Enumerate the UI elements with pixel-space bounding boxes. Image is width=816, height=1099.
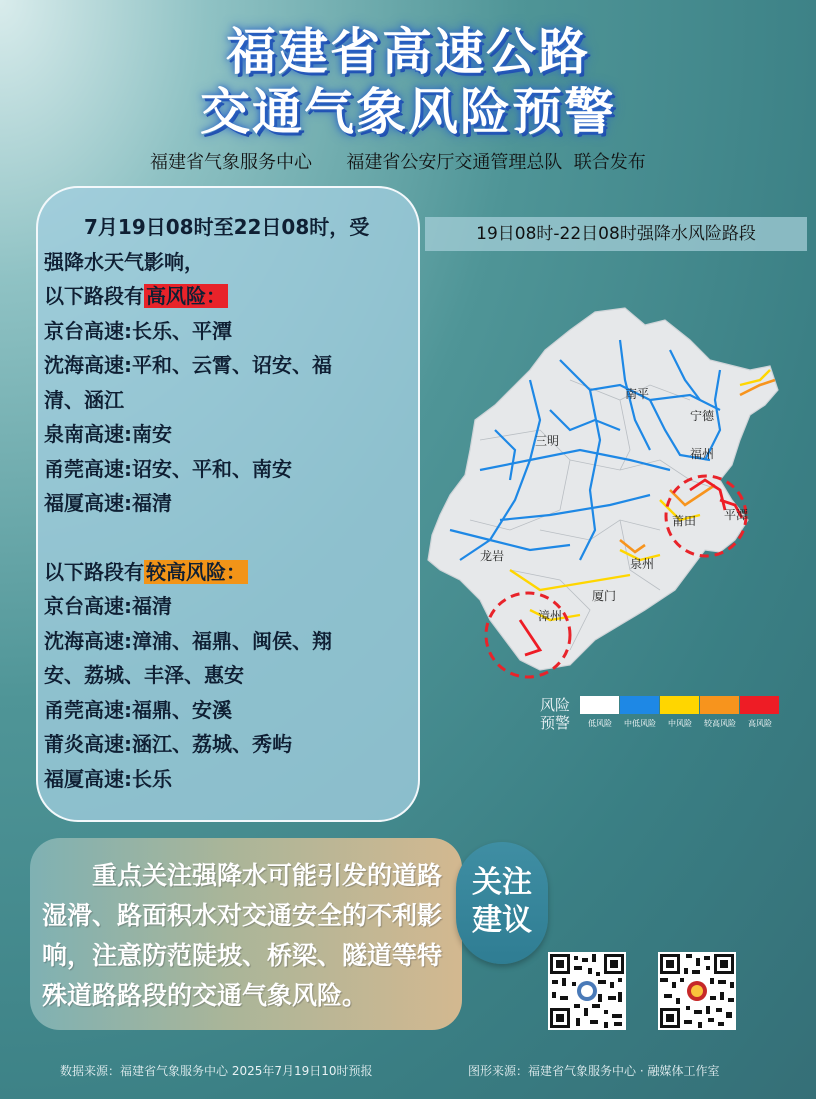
legend-text-low-mid: 中低风险 <box>624 719 656 728</box>
legend-label-1: 风险 <box>540 696 571 714</box>
medium-risk-heading <box>44 555 412 590</box>
medium-risk-item: 莆炎高速:涵江、荔城、秀屿 <box>44 732 292 756</box>
high-risk-heading <box>44 279 412 314</box>
medium-risk-item: 沈海高速:漳浦、福鼎、闽侯、翔 <box>44 628 332 653</box>
city-label-putian: 莆田 <box>672 514 697 528</box>
warning-text <box>44 210 412 796</box>
province-outline <box>428 308 778 670</box>
city-label-pingtan: 平潭 <box>724 508 749 522</box>
legend-swatch-low <box>580 696 619 714</box>
legend-swatch-higher <box>700 696 739 714</box>
city-label-nanping: 南平 <box>625 387 650 401</box>
legend-text-medium: 中风险 <box>668 719 692 728</box>
city-label-fuzhou: 福州 <box>690 447 715 461</box>
medium-risk-item: 安、荔城、丰泽、惠安 <box>44 663 244 687</box>
high-risk-item: 京台高速:长乐、平潭 <box>44 318 232 343</box>
high-risk-item: 福厦高速:福清 <box>44 491 172 515</box>
legend-swatch-medium <box>660 696 699 714</box>
medium-risk-prefix: 以下路段有 <box>44 559 144 584</box>
city-label-quanzhou: 泉州 <box>630 557 655 571</box>
legend-swatch-low-mid <box>620 696 659 714</box>
city-label-sanming: 三明 <box>535 434 560 448</box>
advice-badge-line-2: 建议 <box>472 903 532 938</box>
high-risk-item: 沈海高速:平和、云霄、诏安、福 <box>44 353 332 377</box>
footer-graphic-source: 图形来源：福建省气象服务中心 · 融媒体工作室 <box>468 1064 720 1078</box>
fujian-risk-map <box>420 290 790 690</box>
medium-risk-item: 甬莞高速:福鼎、安溪 <box>44 697 232 722</box>
advice-badge-line-1: 关注 <box>472 865 532 900</box>
legend-text-low: 低风险 <box>588 719 612 728</box>
high-risk-prefix: 以下路段有 <box>44 284 144 308</box>
title-line-1: 福建省高速公路 <box>226 23 590 81</box>
city-label-ningde: 宁德 <box>690 409 715 423</box>
medium-risk-item: 京台高速:福清 <box>44 594 172 618</box>
legend-swatch-high <box>740 696 779 714</box>
warning-panel <box>36 186 420 822</box>
high-risk-item: 甬莞高速:诏安、平和、南安 <box>44 456 292 481</box>
advice-text: 重点关注强降水可能引发的道路湿滑、路面积水对交通安全的不利影响，注意防范陡坡、桥梁、隧道等特殊道路路段的交通气象风险。 <box>42 861 443 1010</box>
footer-data-source: 数据来源：福建省气象服务中心 2025年7月19日10时预报 <box>60 1064 373 1078</box>
title-line-2: 交通气象风险预警 <box>200 83 616 141</box>
city-label-longyan: 龙岩 <box>480 549 505 563</box>
city-label-zhangzhou: 漳州 <box>538 609 563 623</box>
qr-code-police[interactable] <box>658 952 736 1030</box>
publishers: 福建省气象服务中心 福建省公安厅交通管理总队 联合发布 <box>150 152 646 173</box>
risk-legend <box>540 694 790 734</box>
advice-badge <box>456 842 548 964</box>
spacer <box>44 521 412 555</box>
warning-intro-line-2: 强降水天气影响， <box>44 249 204 274</box>
city-label-xiamen: 厦门 <box>592 589 617 603</box>
high-risk-label: 高风险： <box>146 284 226 308</box>
legend-label-2: 预警 <box>540 714 571 732</box>
medium-risk-label: 较高风险： <box>146 559 246 584</box>
advice-box <box>30 838 462 1030</box>
high-risk-item: 泉南高速:南安 <box>44 422 172 446</box>
map-title: 19日08时-22日08时强降水风险路段 <box>425 217 807 251</box>
legend-text-high: 高风险 <box>748 719 772 728</box>
high-risk-item: 清、涵江 <box>44 387 124 412</box>
medium-risk-item: 福厦高速:长乐 <box>44 766 172 791</box>
qr-code-weather[interactable] <box>548 952 626 1030</box>
legend-text-higher: 较高风险 <box>704 719 736 728</box>
warning-intro-line-1: 7月19日08时至22日08时，受 <box>44 215 370 239</box>
